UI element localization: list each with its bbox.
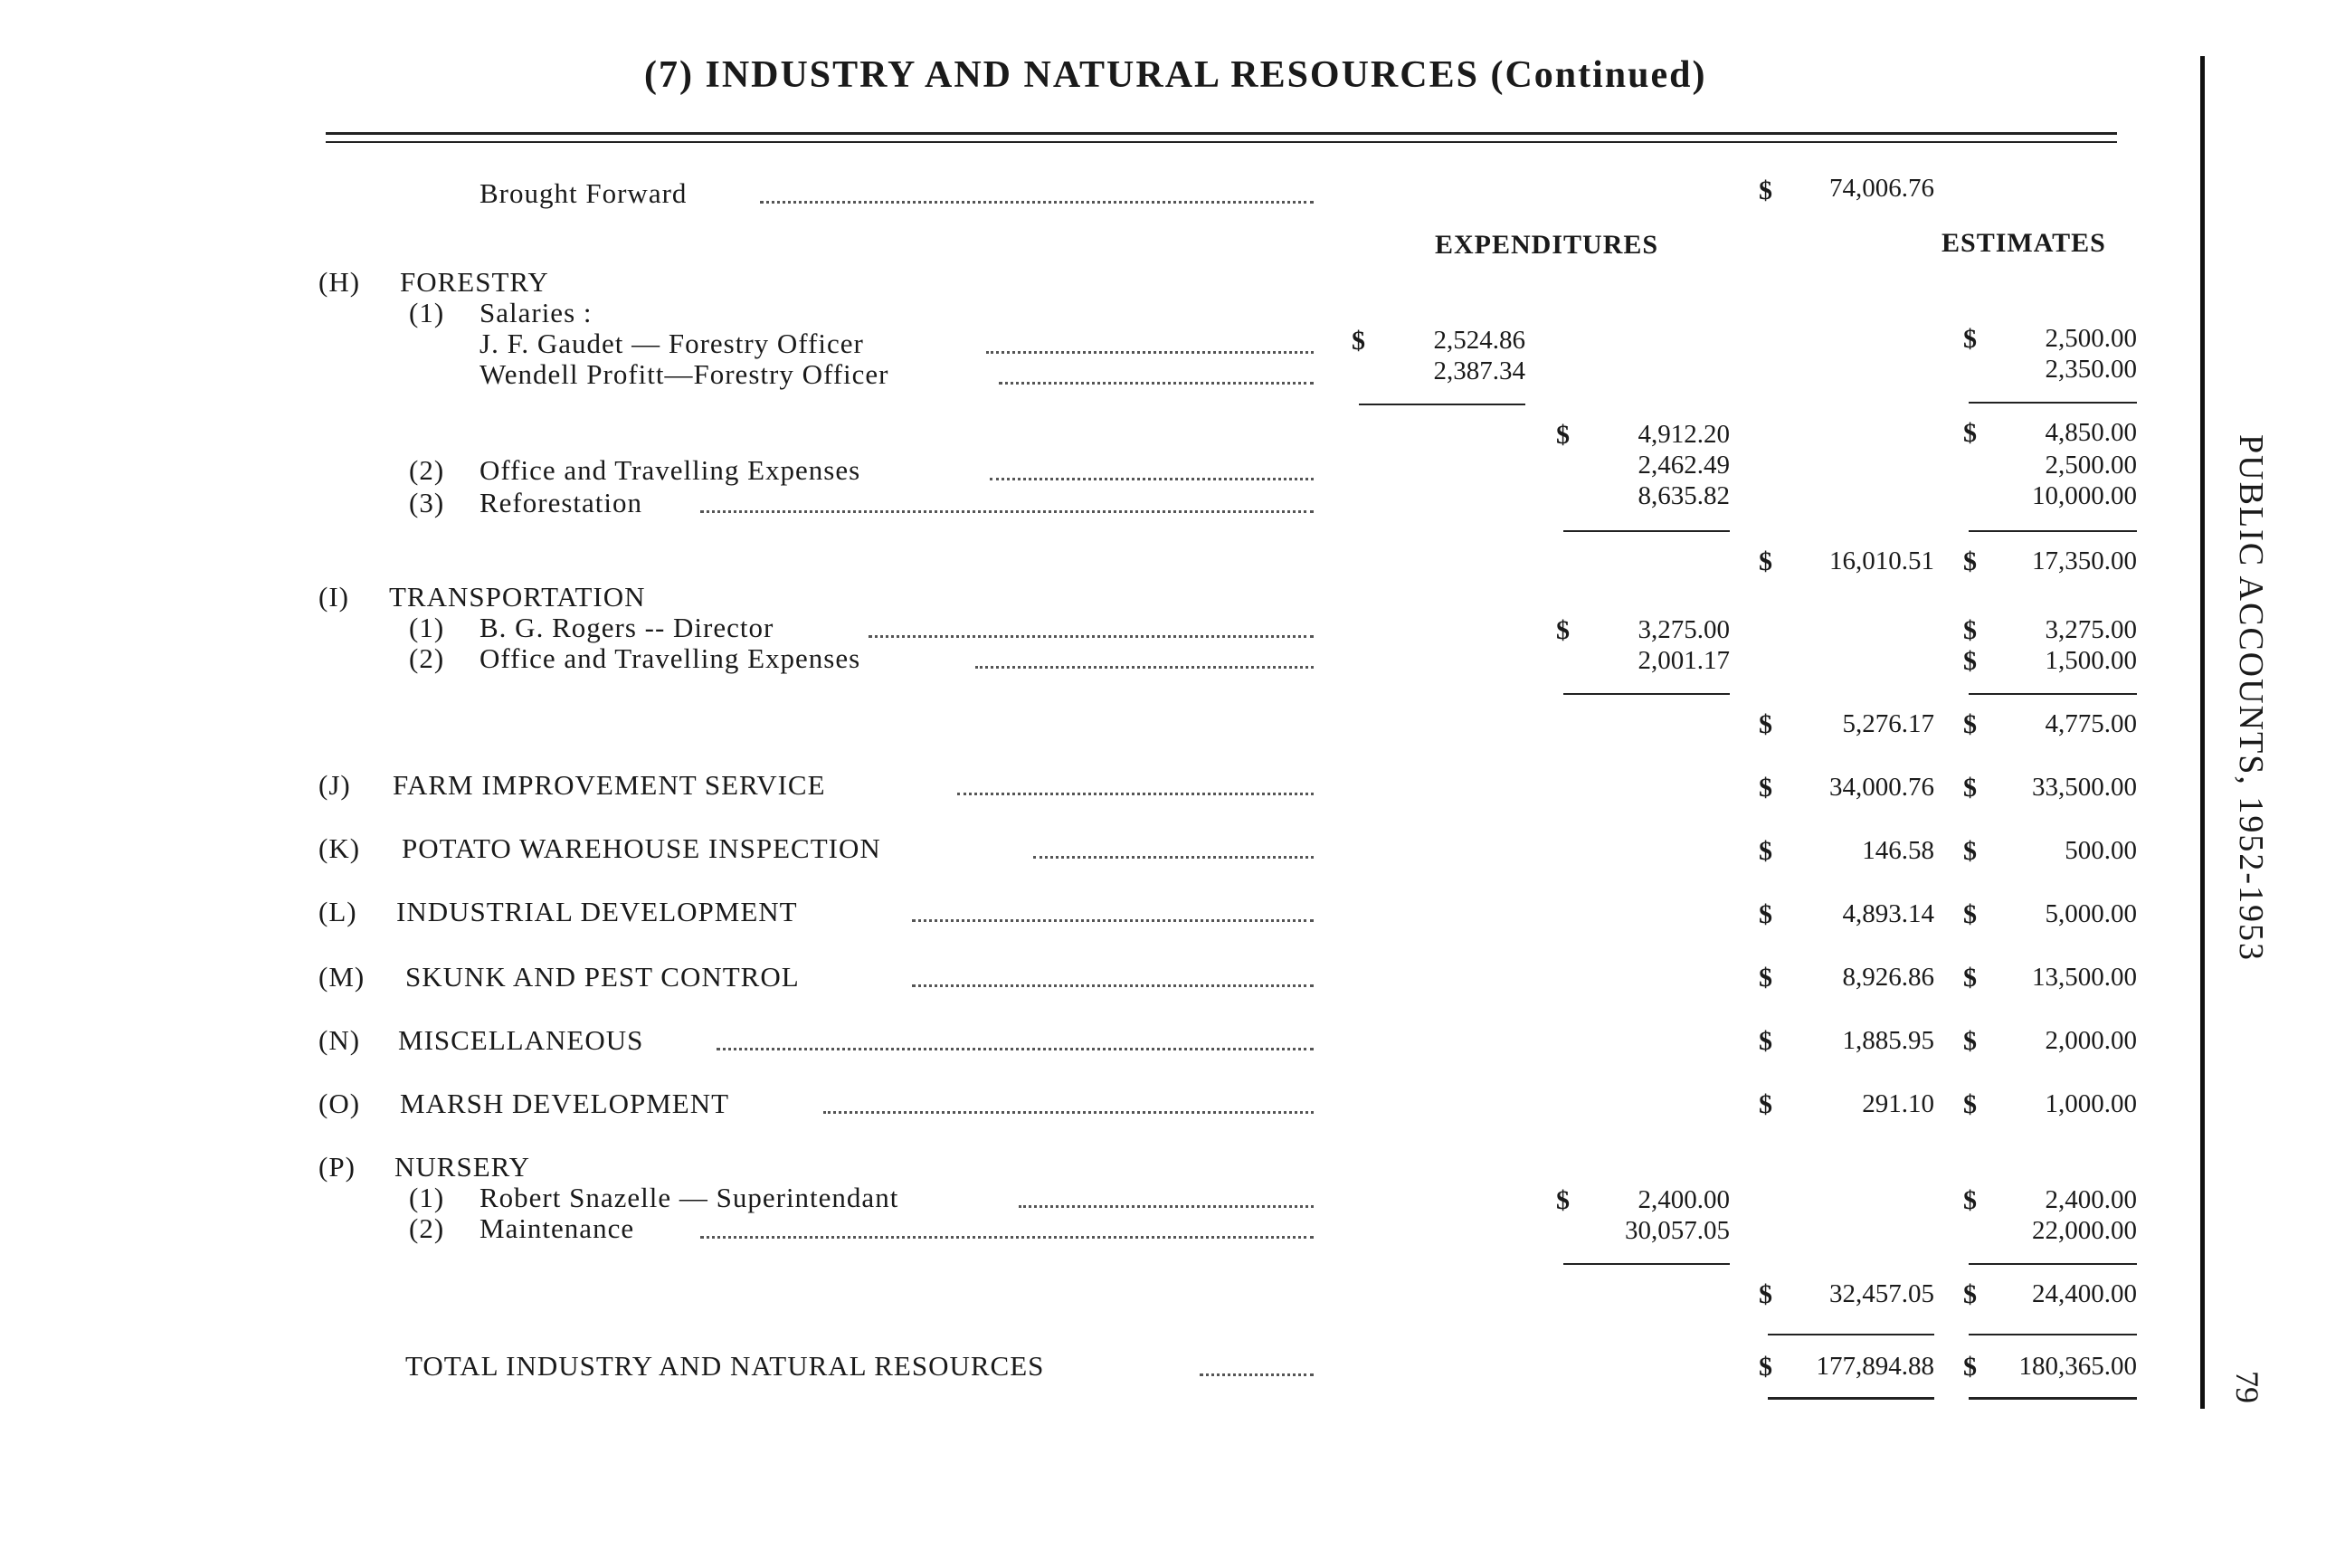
dollar-sign: $ [1759,1089,1772,1119]
expenditures-header: EXPENDITURES [1435,230,1659,260]
profitt-label: Wendell Profitt—Forestry Officer [479,358,889,390]
section-label-forestry: FORESTRY [400,266,549,298]
section-code-n: (N) [318,1024,361,1056]
dollar-sign: $ [1963,773,1977,803]
total-rule [1768,1334,1934,1335]
gaudet-exp: 2,524.86 [1433,326,1525,355]
dollar-sign: $ [1963,709,1977,739]
maintenance-label: Maintenance [479,1212,635,1244]
leader-dots [700,510,1314,513]
leader-dots [957,793,1314,795]
leader-dots [760,201,1314,204]
dollar-sign: $ [1963,615,1977,645]
dollar-sign: $ [1963,836,1977,866]
section-label-transportation: TRANSPORTATION [389,581,646,613]
misc-est: 2,000.00 [2045,1026,2137,1055]
dollar-sign: $ [1759,836,1772,866]
section-code-h: (H) [318,266,361,298]
leader-dots [700,1236,1314,1239]
reforestation-exp: 8,635.82 [1638,481,1730,510]
leader-dots [912,984,1314,987]
total-rule [1969,1334,2137,1335]
grand-total-rule [1768,1397,1934,1400]
section-code-i: (I) [318,581,349,613]
transport-office-est: 1,500.00 [2045,646,2137,675]
dollar-sign: $ [1352,326,1365,356]
transport-office-label: Office and Travelling Expenses [479,642,861,674]
title-rule-top [326,132,2117,135]
dollar-sign: $ [1963,1089,1977,1119]
nursery-total-est: 24,400.00 [2032,1279,2137,1308]
item-code: (2) [409,1212,445,1244]
skunk-est: 13,500.00 [2032,963,2137,992]
leader-dots [869,635,1314,638]
potato-est: 500.00 [2065,836,2137,865]
section-label-misc: MISCELLANEOUS [398,1024,644,1056]
item-code: (3) [409,487,445,518]
subtotal-rule [1969,530,2137,532]
section-label-farm: FARM IMPROVEMENT SERVICE [393,769,826,801]
dollar-sign: $ [1759,1279,1772,1309]
section-code-l: (L) [318,896,357,927]
leader-dots [975,666,1314,669]
forestry-total-exp: 16,010.51 [1829,546,1934,575]
section-label-industrial: INDUSTRIAL DEVELOPMENT [396,896,798,927]
leader-dots [823,1111,1314,1114]
industrial-exp: 4,893.14 [1842,899,1934,928]
dollar-sign: $ [1759,709,1772,739]
grand-total-exp: 177,894.88 [1816,1352,1934,1381]
industrial-est: 5,000.00 [2045,899,2137,928]
section-code-j: (J) [318,769,351,801]
dollar-sign: $ [1759,963,1772,993]
farm-exp: 34,000.76 [1829,773,1934,802]
skunk-exp: 8,926.86 [1842,963,1934,992]
leader-dots [990,478,1314,480]
item-code: (1) [409,297,445,328]
marsh-exp: 291.10 [1862,1089,1934,1118]
section-label-nursery: NURSERY [394,1151,530,1183]
item-code: (2) [409,642,445,674]
dollar-sign: $ [1963,963,1977,993]
nursery-total-exp: 32,457.05 [1829,1279,1934,1308]
salaries-sum-exp: 4,912.20 [1638,420,1730,449]
right-margin-rule [2200,56,2205,1409]
rogers-label: B. G. Rogers -- Director [479,612,774,643]
dollar-sign: $ [1963,899,1977,929]
rogers-est: 3,275.00 [2045,615,2137,644]
marsh-est: 1,000.00 [2045,1089,2137,1118]
gaudet-est: 2,500.00 [2045,324,2137,353]
transport-office-exp: 2,001.17 [1638,646,1730,675]
subtotal-rule [1969,402,2137,404]
leader-dots [1019,1205,1314,1208]
forestry-office-label: Office and Travelling Expenses [479,454,861,486]
dollar-sign: $ [1556,1185,1570,1215]
snazelle-est: 2,400.00 [2045,1185,2137,1214]
page-title: (7) INDUSTRY AND NATURAL RESOURCES (Continued) [644,54,1707,96]
grand-total-label: TOTAL INDUSTRY AND NATURAL RESOURCES [405,1350,1045,1382]
forestry-office-est: 2,500.00 [2045,451,2137,480]
subtotal-rule [1969,693,2137,695]
profitt-exp: 2,387.34 [1433,356,1525,385]
subtotal-rule [1969,1263,2137,1265]
forestry-total-est: 17,350.00 [2032,546,2137,575]
section-code-p: (P) [318,1151,356,1183]
leader-dots [1200,1373,1314,1376]
leader-dots [999,382,1314,385]
brought-forward-label: Brought Forward [479,177,688,209]
section-label-skunk: SKUNK AND PEST CONTROL [405,961,800,993]
gaudet-label: J. F. Gaudet — Forestry Officer [479,328,864,359]
salaries-sum-est: 4,850.00 [2045,418,2137,447]
dollar-sign: $ [1759,1352,1772,1382]
item-code: (1) [409,612,445,643]
subtotal-rule [1563,530,1730,532]
dollar-sign: $ [1556,420,1570,450]
title-rule-bottom [326,141,2117,143]
grand-total-est: 180,365.00 [2018,1352,2137,1381]
grand-total-rule [1969,1397,2137,1400]
dollar-sign: $ [1759,546,1772,576]
subtotal-rule [1563,693,1730,695]
snazelle-exp: 2,400.00 [1638,1185,1730,1214]
maintenance-est: 22,000.00 [2032,1216,2137,1245]
dollar-sign: $ [1759,1026,1772,1056]
leader-dots [912,919,1314,922]
dollar-sign: $ [1963,646,1977,676]
dollar-sign: $ [1963,324,1977,354]
dollar-sign: $ [1759,773,1772,803]
transport-total-exp: 5,276.17 [1842,709,1934,738]
leader-dots [717,1048,1314,1050]
transport-total-est: 4,775.00 [2045,709,2137,738]
dollar-sign: $ [1759,176,1772,205]
item-code: (1) [409,1182,445,1213]
salaries-label: Salaries : [479,297,593,328]
dollar-sign: $ [1963,1352,1977,1382]
section-label-potato: POTATO WAREHOUSE INSPECTION [402,832,881,864]
reforestation-est: 10,000.00 [2032,481,2137,510]
forestry-office-exp: 2,462.49 [1638,451,1730,480]
farm-est: 33,500.00 [2032,773,2137,802]
profitt-est: 2,350.00 [2045,355,2137,384]
rogers-exp: 3,275.00 [1638,615,1730,644]
brought-forward-amount: 74,006.76 [1829,174,1934,203]
section-code-m: (M) [318,961,366,993]
page-number: 79 [2229,1371,2265,1403]
section-code-o: (O) [318,1088,361,1119]
dollar-sign: $ [1963,546,1977,576]
dollar-sign: $ [1963,1279,1977,1309]
potato-exp: 146.58 [1862,836,1934,865]
section-code-k: (K) [318,832,361,864]
maintenance-exp: 30,057.05 [1625,1216,1730,1245]
leader-dots [986,351,1314,354]
dollar-sign: $ [1759,899,1772,929]
dollar-sign: $ [1963,418,1977,448]
dollar-sign: $ [1963,1026,1977,1056]
estimates-header: ESTIMATES [1942,228,2106,258]
section-label-marsh: MARSH DEVELOPMENT [400,1088,730,1119]
dollar-sign: $ [1963,1185,1977,1215]
misc-exp: 1,885.95 [1842,1026,1934,1055]
dollar-sign: $ [1556,615,1570,645]
subtotal-rule [1359,404,1525,405]
subtotal-rule [1563,1263,1730,1265]
sideways-caption: PUBLIC ACCOUNTS, 1952-1953 [2232,434,2270,962]
reforestation-label: Reforestation [479,487,643,518]
item-code: (2) [409,454,445,486]
snazelle-label: Robert Snazelle — Superintendant [479,1182,899,1213]
leader-dots [1033,856,1314,859]
